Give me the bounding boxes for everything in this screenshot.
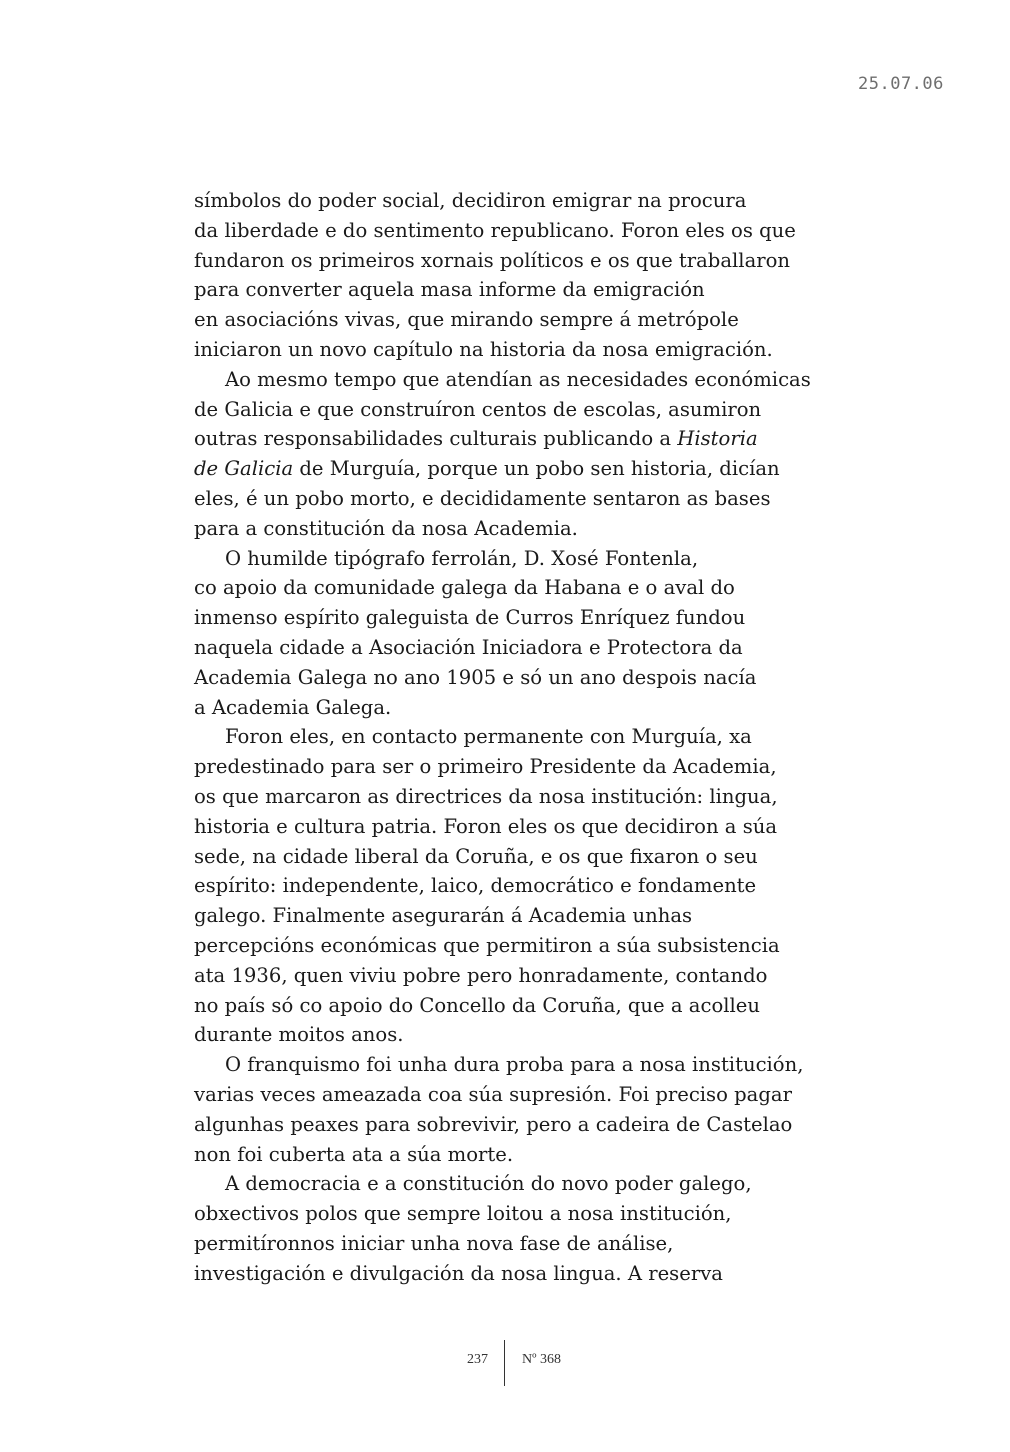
page-number: 237	[467, 1352, 488, 1367]
text-line: para a constitución da nosa Academia.	[194, 516, 578, 540]
text-line: sede, na cidade liberal da Coruña, e os que fixaron o seu	[194, 844, 758, 868]
text-line: percepcións económicas que permitiron a súa subsistencia	[194, 933, 780, 957]
text-line: galego. Finalmente asegurarán á Academia unhas	[194, 904, 693, 928]
text-line: iniciaron un novo capítulo na historia da nosa emigración.	[194, 337, 773, 361]
paragraph-first-line: O humilde tipógrafo ferrolán, D. Xosé Fontenla,	[225, 546, 699, 570]
text-line: espírito: independente, laico, democrático e fondamente	[194, 874, 757, 898]
text-line: varias veces ameazada coa súa supresión. Foi preciso pagar	[194, 1082, 792, 1106]
text-run: outras responsabilidades culturais publicando a	[194, 427, 678, 451]
text-line: fundaron os primeiros xornais políticos e os que traballaron	[194, 248, 791, 272]
text-line: investigación e divulgación da nosa lingua. A reserva	[194, 1261, 723, 1285]
text-line: non foi cuberta ata a súa morte.	[194, 1142, 514, 1166]
date-stamp: 25.07.06	[858, 74, 944, 94]
text-line: de Galicia e que construíron centos de escolas, asumiron	[194, 397, 762, 421]
text-line: no país só co apoio do Concello da Coruña, que a acolleu	[194, 993, 760, 1017]
text-run: de Murguía, porque un pobo sen historia, dicían	[293, 457, 780, 481]
paragraph-first-line: Foron eles, en contacto permanente con Murguía, xa	[225, 725, 752, 749]
text-line: en asociacións vivas, que mirando sempre á metrópole	[194, 308, 739, 332]
text-line: da liberdade e do sentimento republicano. Foron eles os que	[194, 218, 796, 242]
book-title-italic: Historia	[677, 427, 758, 451]
text-line: permitíronnos iniciar unha nova fase de análise,	[194, 1231, 674, 1255]
text-line: obxectivos polos que sempre loitou a nosa institución,	[194, 1202, 732, 1226]
text-line	[194, 424, 854, 454]
text-line: os que marcaron as directrices da nosa institución: lingua,	[194, 784, 778, 808]
text-line: predestinado para ser o primeiro Presidente da Academia,	[194, 755, 777, 779]
text-line: ata 1936, quen viviu pobre pero honradamente, contando	[194, 963, 768, 987]
text-line: algunhas peaxes para sobrevivir, pero a cadeira de Castelao	[194, 1112, 793, 1136]
text-line: naquela cidade a Asociación Iniciadora e Protectora da	[194, 635, 743, 659]
paragraph-first-line: Ao mesmo tempo que atendían as necesidades económicas	[225, 367, 811, 391]
text-line: durante moitos anos.	[194, 1023, 404, 1047]
text-line: inmenso espírito galeguista de Curros Enríquez fundou	[194, 606, 746, 630]
issue-number: Nº 368	[522, 1352, 561, 1367]
text-line: historia e cultura patria. Foron eles os que decidiron a súa	[194, 814, 778, 838]
paragraph-first-line: A democracia e a constitución do novo poder galego,	[225, 1172, 752, 1196]
text-line: Academia Galega no ano 1905 e só un ano despois nacía	[194, 665, 757, 689]
text-line: para converter aquela masa informe da emigración	[194, 278, 705, 302]
book-title-italic: de Galicia	[194, 457, 294, 481]
page-footer	[0, 1340, 1010, 1388]
text-line: co apoio da comunidade galega da Habana e o aval do	[194, 576, 735, 600]
text-line: a Academia Galega.	[194, 695, 392, 719]
text-line: eles, é un pobo morto, e decididamente sentaron as bases	[194, 486, 771, 510]
paragraph-first-line: O franquismo foi unha dura proba para a nosa institución,	[225, 1053, 804, 1077]
text-line	[194, 454, 854, 484]
text-line: símbolos do poder social, decidiron emigrar na procura	[194, 189, 747, 212]
article-body	[194, 186, 854, 1288]
footer-divider	[504, 1340, 505, 1386]
